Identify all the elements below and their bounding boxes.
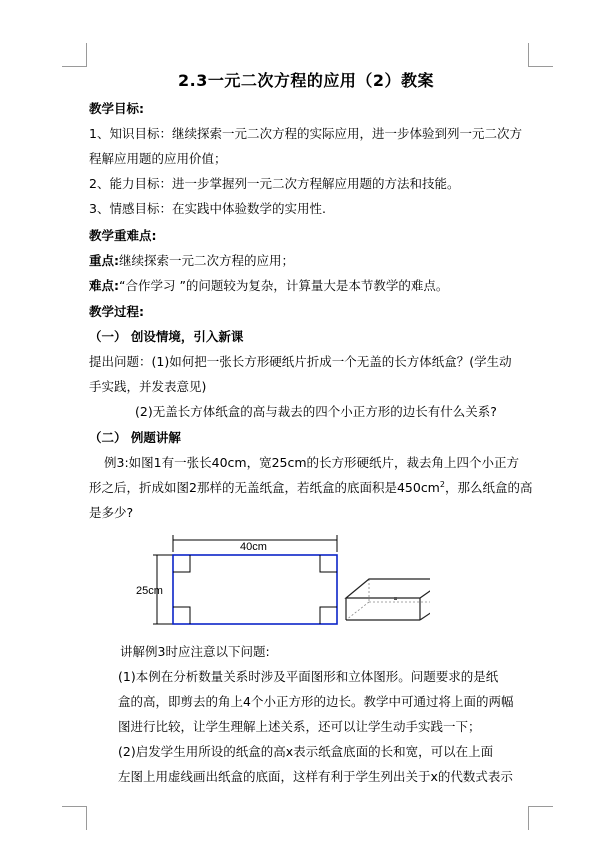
example-line-2-tail: ，那么纸盒的高: [444, 480, 533, 495]
section-2-heading: （二） 例题讲解: [89, 430, 181, 445]
crop-mark-top-right-h: [529, 66, 553, 67]
box-top-rim: [346, 579, 430, 598]
example-line-3: 是多少?: [89, 505, 134, 520]
cardboard-rectangle: [173, 555, 337, 624]
explain-intro: 讲解例3时应注意以下问题:: [120, 644, 270, 659]
box-hidden-edge-bottom-left: [346, 602, 369, 620]
note-2-line-1: (2)启发学生用所设的纸盒的高x表示纸盒底面的长和宽，可以在上面: [118, 744, 494, 759]
note-1-line-3: 图进行比较，让学生理解上述关系，还可以让学生动手实践一下；: [118, 719, 481, 734]
corner-square-top-right: [320, 555, 337, 572]
keypoint-text: 继续探索一元二次方程的应用；: [119, 253, 295, 268]
question-1-line-2: 手实践，并发表意见): [89, 379, 207, 394]
width-label: 40cm: [240, 541, 267, 553]
difficulty-text: “合作学习 ”的问题较为复杂，计算量大是本节教学的难点。: [119, 278, 449, 293]
document-title: 2.3一元二次方程的应用（2）教案: [178, 71, 434, 90]
example-line-2-text: 形之后，折成如图2那样的无盖纸盒，若纸盒的底面积是450cm: [89, 480, 440, 495]
crop-mark-top-right-v: [528, 43, 529, 67]
example-figures: [130, 532, 430, 632]
crop-mark-top-left-h: [62, 66, 86, 67]
crop-mark-bottom-right-v: [528, 806, 529, 830]
height-label: 25cm: [136, 585, 163, 597]
objective-1-line-1: 1、知识目标：继续探索一元二次方程的实际应用，进一步体验到列一元二次方: [89, 126, 522, 141]
objective-1-line-2: 程解应用题的应用价值；: [89, 151, 227, 166]
note-1-line-2: 盒的高，即剪去的角上4个小正方形的边长。教学中可通过将上面的两幅: [118, 694, 514, 709]
keypoints-heading: 教学重难点:: [89, 228, 157, 243]
objectives-heading: 教学目标:: [89, 101, 144, 116]
figure-1-flat-sheet: [136, 535, 337, 624]
question-2: (2)无盖长方体纸盒的高与裁去的四个小正方形的边长有什么关系?: [135, 404, 497, 419]
crop-mark-bottom-right-h: [529, 806, 553, 807]
box-side-bottom-edge: [420, 602, 430, 620]
crop-mark-bottom-left-h: [62, 806, 86, 807]
corner-square-bottom-right: [320, 607, 337, 624]
keypoint-label: 重点:: [89, 253, 119, 268]
crop-mark-bottom-left-v: [86, 806, 87, 830]
difficulty-line: [89, 276, 448, 294]
question-1-line-1: 提出问题：(1)如何把一张长方形硬纸片折成一个无盖的长方体纸盒？(学生动: [89, 354, 512, 369]
objective-2: 2、能力目标：进一步掌握列一元二次方程解应用题的方法和技能。: [89, 176, 460, 191]
example-line-1: 例3:如图1有一张长40cm，宽25cm的长方形硬纸片，裁去角上四个小正方: [104, 455, 520, 470]
crop-mark-top-left-v: [86, 43, 87, 67]
box-vertex-marker: [394, 597, 397, 600]
difficulty-label: 难点:: [89, 278, 119, 293]
objective-3: 3、情感目标：在实践中体验数学的实用性.: [89, 201, 326, 216]
figure-2-open-box: [346, 579, 430, 620]
corner-square-top-left: [173, 555, 190, 572]
note-2-line-2: 左图上用虚线画出纸盒的底面，这样有利于学生列出关于x的代数式表示: [118, 769, 513, 784]
note-1-line-1: (1)本例在分析数量关系时涉及平面图形和立体图形。问题要求的是纸: [118, 669, 499, 684]
superscript-2: 2: [439, 479, 445, 489]
example-line-2: [89, 478, 532, 496]
process-heading: 教学过程:: [89, 304, 144, 319]
corner-square-bottom-left: [173, 607, 190, 624]
keypoint-line: [89, 251, 294, 269]
section-1-heading: （一） 创设情境，引入新课: [89, 329, 244, 344]
